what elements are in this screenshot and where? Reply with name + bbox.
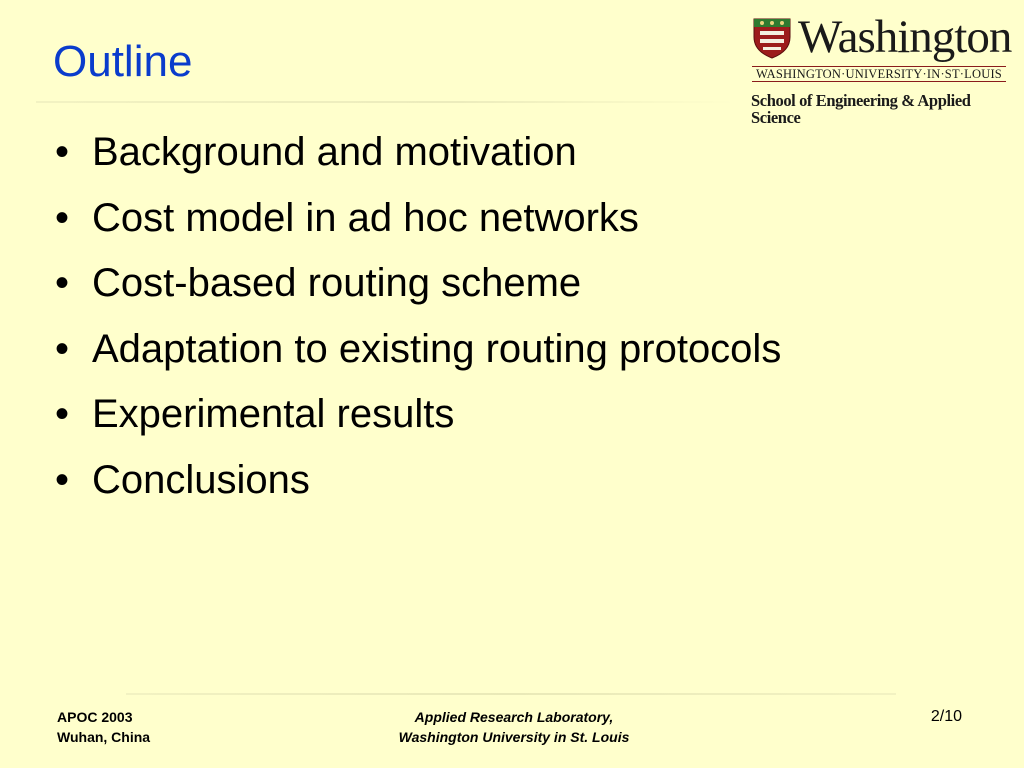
list-item (55, 327, 781, 393)
footer-lab-name: Applied Research Laboratory, (414, 709, 614, 725)
bullet-text: Background and motivation (92, 130, 577, 174)
bullet-text: Conclusions (92, 457, 310, 502)
bullet-icon: • (55, 261, 70, 305)
footer-conference-name: APOC 2003 (57, 709, 133, 725)
bullet-icon: • (55, 326, 70, 371)
footer-affiliation (334, 707, 694, 747)
slide-title: Outline (53, 37, 193, 86)
bullet-icon: • (55, 130, 70, 174)
bullet-icon: • (55, 457, 70, 502)
university-shield-icon (752, 17, 792, 59)
bullet-text: Cost-based routing scheme (92, 261, 582, 305)
list-item (55, 130, 781, 196)
bullet-list (55, 130, 781, 523)
bullet-text: Experimental results (92, 392, 455, 436)
list-item (55, 458, 781, 524)
logo-school-name: School of Engineering & Applied Science (751, 91, 971, 127)
bullet-icon: • (55, 392, 70, 436)
footer-conference-location: Wuhan, China (57, 729, 151, 745)
footer-conference (57, 707, 150, 747)
logo-rule-bottom (752, 81, 1006, 82)
list-item (55, 392, 781, 458)
bullet-icon: • (55, 195, 70, 240)
bullet-text: Adaptation to existing routing protocols (92, 326, 782, 371)
page-number: 2/10 (930, 708, 962, 725)
logo-wordmark: Washington (798, 11, 1012, 63)
logo-university-name: WASHINGTON·UNIVERSITY·IN·ST·LOUIS (756, 67, 1002, 81)
list-item (55, 261, 781, 327)
footer-university-name: Washington University in St. Louis (398, 729, 630, 745)
footer-divider (126, 693, 896, 695)
university-logo (748, 11, 1012, 127)
bullet-text: Cost model in ad hoc networks (92, 195, 639, 240)
list-item (55, 196, 781, 262)
title-divider (36, 101, 736, 103)
